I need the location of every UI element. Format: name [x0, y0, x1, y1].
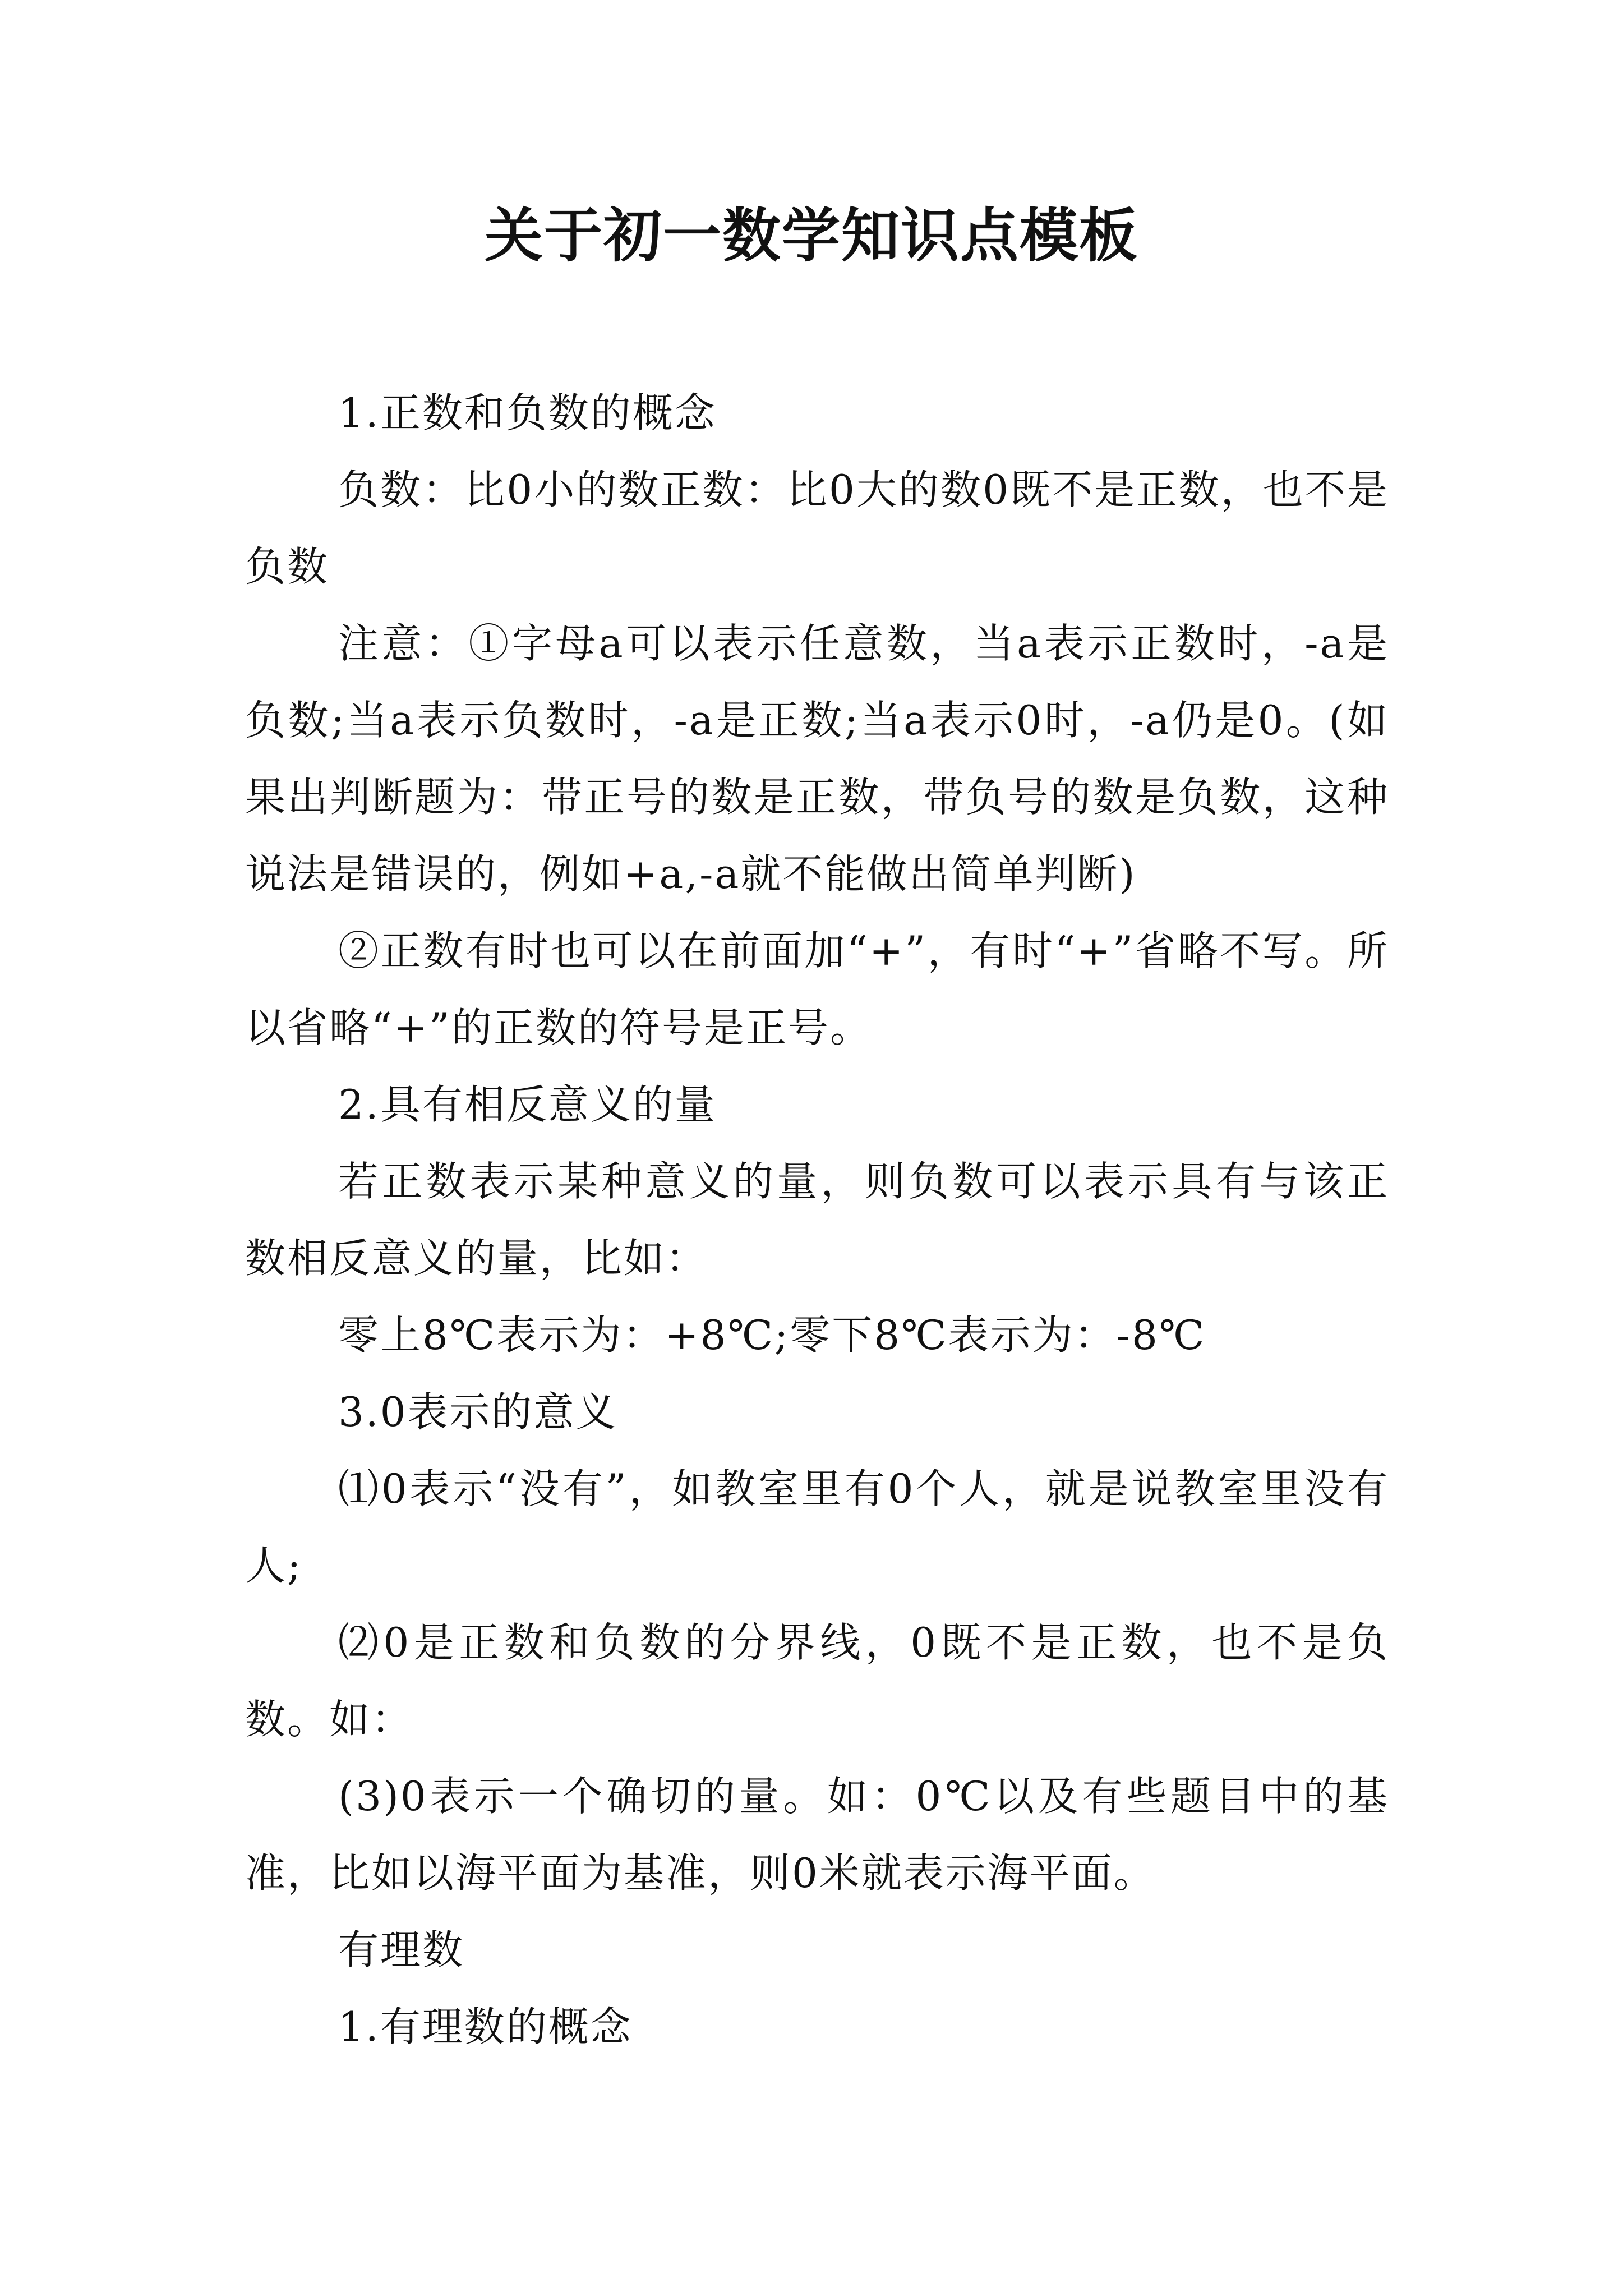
paragraph-8: 3.0表示的意义: [338, 1388, 618, 1435]
paragraph-4: ②正数有时也可以在前面加“+”，有时“+”省略不写。所以省略“+”的正数的符号是正号。: [245, 927, 1389, 1051]
paragraph-7: 零上8℃表示为：+8℃;零下8℃表示为：-8℃: [338, 1312, 1206, 1359]
paragraph-5: 2.具有相反意义的量: [338, 1081, 717, 1128]
paragraph-13: 1.有理数的概念: [338, 2003, 633, 2050]
paragraph-9: ⑴0表示“没有”，如教室里有0个人，就是说教室里没有人;: [245, 1465, 1389, 1589]
paragraph-1: 1.正数和负数的概念: [338, 389, 717, 436]
paragraph-3: 注意：①字母a可以表示任意数，当a表示正数时，-a是负数;当a表示负数时，-a是正数;当a表示0时，-a仍是0。(如果出判断题为：带正号的数是正数，带负号的数是负数，这种说法是错误的，例如+a,-a就不能做出简单判断): [245, 620, 1389, 898]
paragraph-10: ⑵0是正数和负数的分界线，0既不是正数，也不是负数。如：: [245, 1619, 1389, 1743]
paragraph-12: 有理数: [338, 1926, 465, 1973]
paragraph-11: (3)0表示一个确切的量。如：0℃以及有些题目中的基准，比如以海平面为基准，则0米就表示海平面。: [245, 1773, 1389, 1897]
paragraph-2: 负数：比0小的数正数：比0大的数0既不是正数，也不是负数: [245, 466, 1389, 590]
document-title: 关于初一数学知识点模板: [484, 201, 1138, 270]
document-body: [245, 375, 1389, 2065]
paragraph-6: 若正数表示某种意义的量，则负数可以表示具有与该正数相反意义的量，比如：: [245, 1158, 1389, 1282]
